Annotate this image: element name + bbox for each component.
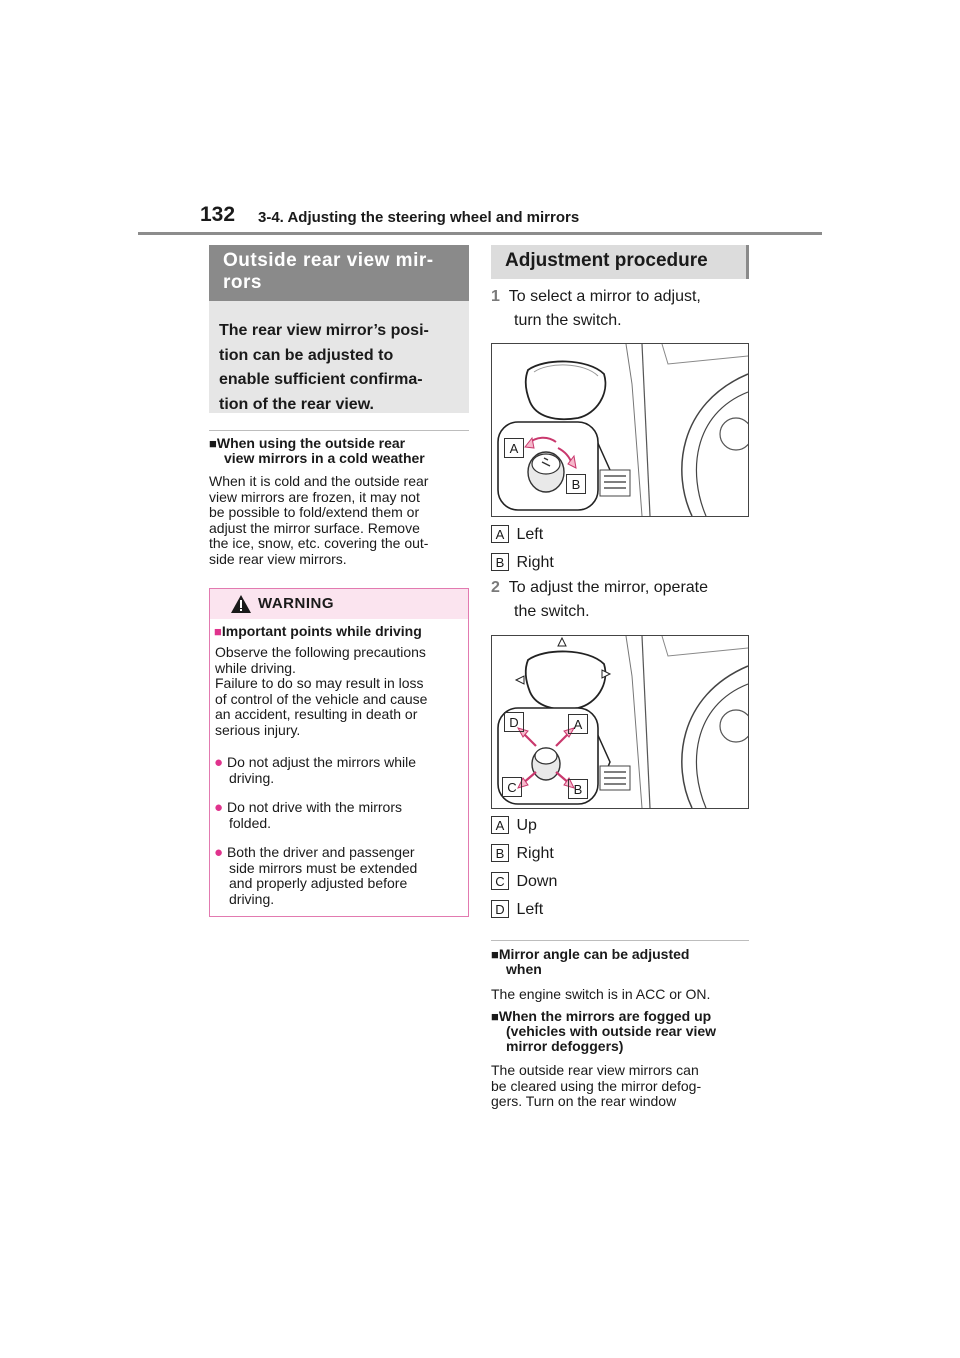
mirror-select-illustration: [491, 343, 749, 517]
separator: [491, 940, 749, 941]
square-bullet-icon: ■: [214, 624, 222, 639]
warning-bullet: ● Both the driver and passenger side mirrors must be extended and properly adjusted before driving.: [214, 844, 418, 907]
step-number: 2: [491, 579, 500, 596]
step-number: 1: [491, 288, 500, 305]
figure-label-c: C: [502, 777, 522, 797]
adjustment-procedure-heading: Adjustment procedure: [491, 245, 749, 279]
dot-bullet-icon: ●: [214, 844, 224, 861]
mirror-angle-note-body: The engine switch is in ACC or ON.: [491, 986, 711, 1002]
legend-tag: A: [491, 525, 509, 543]
legend-tag: B: [491, 553, 509, 571]
warning-title: WARNING: [258, 595, 334, 612]
section-title: 3-4. Adjusting the steering wheel and mirrors: [258, 209, 580, 226]
warning-triangle-icon: [230, 594, 252, 614]
figure-label-a: A: [504, 438, 524, 458]
defogger-note-body: The outside rear view mirrors can be cleared using the mirror defog- gers. Turn on the rear window: [491, 1062, 702, 1109]
square-bullet-icon: ■: [491, 947, 499, 962]
mirror-switch-select-illustration: [492, 344, 748, 516]
warning-body: Observe the following precautions while driving. Failure to do so may result in loss of control of the vehicle and cause an accident, resulting in death or serious injury.: [215, 644, 428, 738]
mirror-angle-note-title: ■Mirror angle can be adjusted when: [491, 946, 690, 977]
square-bullet-icon: ■: [209, 436, 217, 451]
heading-line: Outside rear view mir-: [223, 250, 434, 271]
summary-line: The rear view mirror’s posi-: [219, 322, 429, 339]
square-bullet-icon: ■: [491, 1009, 499, 1024]
separator: [209, 430, 469, 431]
heading-line: rors: [223, 272, 262, 293]
dot-bullet-icon: ●: [214, 799, 224, 816]
figure-label-b: B: [568, 779, 588, 799]
summary-line: tion can be adjusted to: [219, 346, 394, 364]
outside-mirrors-heading: [209, 245, 469, 301]
dot-bullet-icon: ●: [214, 754, 224, 771]
legend-tag: B: [491, 844, 509, 862]
legend-item: B Right: [491, 553, 554, 572]
warning-box: [209, 588, 469, 917]
legend-item: A Up: [491, 816, 537, 835]
legend-item: D Left: [491, 900, 543, 919]
step-2: 2 To adjust the mirror, operate the switch.: [491, 579, 709, 620]
figure-label-a: A: [568, 714, 588, 734]
legend-tag: A: [491, 816, 509, 834]
cold-weather-body: When it is cold and the outside rear view mirrors are frozen, it may not be possible to fold/extend them or adjust the mirror surface. Remove the ice, snow, etc. covering the out- side rear view mirrors.: [209, 473, 429, 567]
warning-bullet: ● Do not drive with the mirrors folded.: [214, 799, 403, 831]
legend-item: A Left: [491, 525, 543, 544]
summary-box: [209, 301, 469, 413]
mirror-switch-adjust-illustration: [492, 636, 748, 808]
warning-bullet: ● Do not adjust the mirrors while driving.: [214, 754, 417, 786]
legend-tag: C: [491, 872, 509, 890]
cold-weather-title: ■When using the outside rear view mirrors in a cold weather: [209, 435, 425, 466]
warning-header: [210, 589, 468, 619]
page-number: 132: [200, 203, 236, 226]
legend-tag: D: [491, 900, 509, 918]
header-rule: [138, 232, 822, 235]
figure-label-d: D: [504, 712, 524, 732]
legend-item: C Down: [491, 872, 557, 891]
warning-subtitle: ■Important points while driving: [214, 623, 422, 639]
defogger-note-title: ■When the mirrors are fogged up (vehicles with outside rear view mirror defoggers): [491, 1008, 717, 1054]
step-1: 1 To select a mirror to adjust, turn the switch.: [491, 288, 701, 329]
summary-line: enable sufficient confirma-: [219, 371, 423, 388]
legend-item: B Right: [491, 844, 554, 863]
mirror-adjust-illustration: [491, 635, 749, 809]
figure-label-b: B: [566, 474, 586, 494]
summary-line: tion of the rear view.: [219, 395, 374, 413]
